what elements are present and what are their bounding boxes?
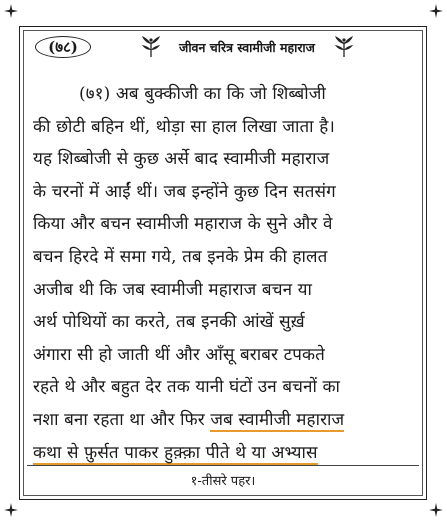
- page-number: (७८): [35, 36, 91, 58]
- text-line: यह शिब्बोजी से कुछ अर्से बाद स्वामीजी महाराज: [33, 149, 330, 170]
- floral-ornament-icon: [332, 36, 356, 58]
- text-line: अंगारा सी हो जाती थीं और आँसू बराबर टपकते: [33, 344, 325, 365]
- corner-ornament-bottom-left: [4, 503, 18, 517]
- highlighted-text: कथा से फ़ुर्सत पाकर हुक़्क़ा पीते थे या अभ्यास: [33, 442, 318, 463]
- text-line: (७१) अब बुक्कीजी का कि जो शिब्बोजी: [79, 84, 326, 104]
- footnote: १-तीसरे पहर।: [190, 474, 256, 489]
- text-line: [33, 404, 411, 437]
- footnote-divider: [27, 465, 419, 466]
- corner-ornament-bottom-right: [429, 503, 443, 517]
- text-line: किया और बचन स्वामीजी महाराज के सुने और वे: [33, 214, 333, 235]
- text-line: के चरनों में आईं थीं। जब इन्होंने कुछ दिन सतसंग: [33, 181, 336, 202]
- floral-ornament-icon: [139, 36, 163, 58]
- text-line: अर्थ पोथियों का करते, तब इनकी आंखें सुर्ख़: [33, 312, 305, 333]
- running-head-title: जीवन चरित्र स्वामीजी महाराज: [179, 40, 315, 55]
- corner-ornament-top-right: [429, 4, 443, 18]
- text-segment: नशा बना रहता था और फिर: [33, 409, 211, 430]
- text-line: रहते थे और बहुत देर तक यानी घंटों उन बचनों का: [33, 377, 341, 398]
- body-text: [33, 78, 411, 469]
- highlighted-text: जब स्वामीजी महाराज: [210, 409, 345, 430]
- text-line: अजीब थी कि जब स्वामीजी महाराज बचन या: [33, 279, 313, 300]
- text-line: की छोटी बहिन थीं, थोड़ा सा हाल लिखा जाता है।: [33, 116, 335, 137]
- text-line: बचन हिरदे में समा गये, तब इनके प्रेम की हालत: [33, 246, 328, 267]
- page-header: [27, 32, 419, 62]
- corner-ornament-top-left: [4, 4, 18, 18]
